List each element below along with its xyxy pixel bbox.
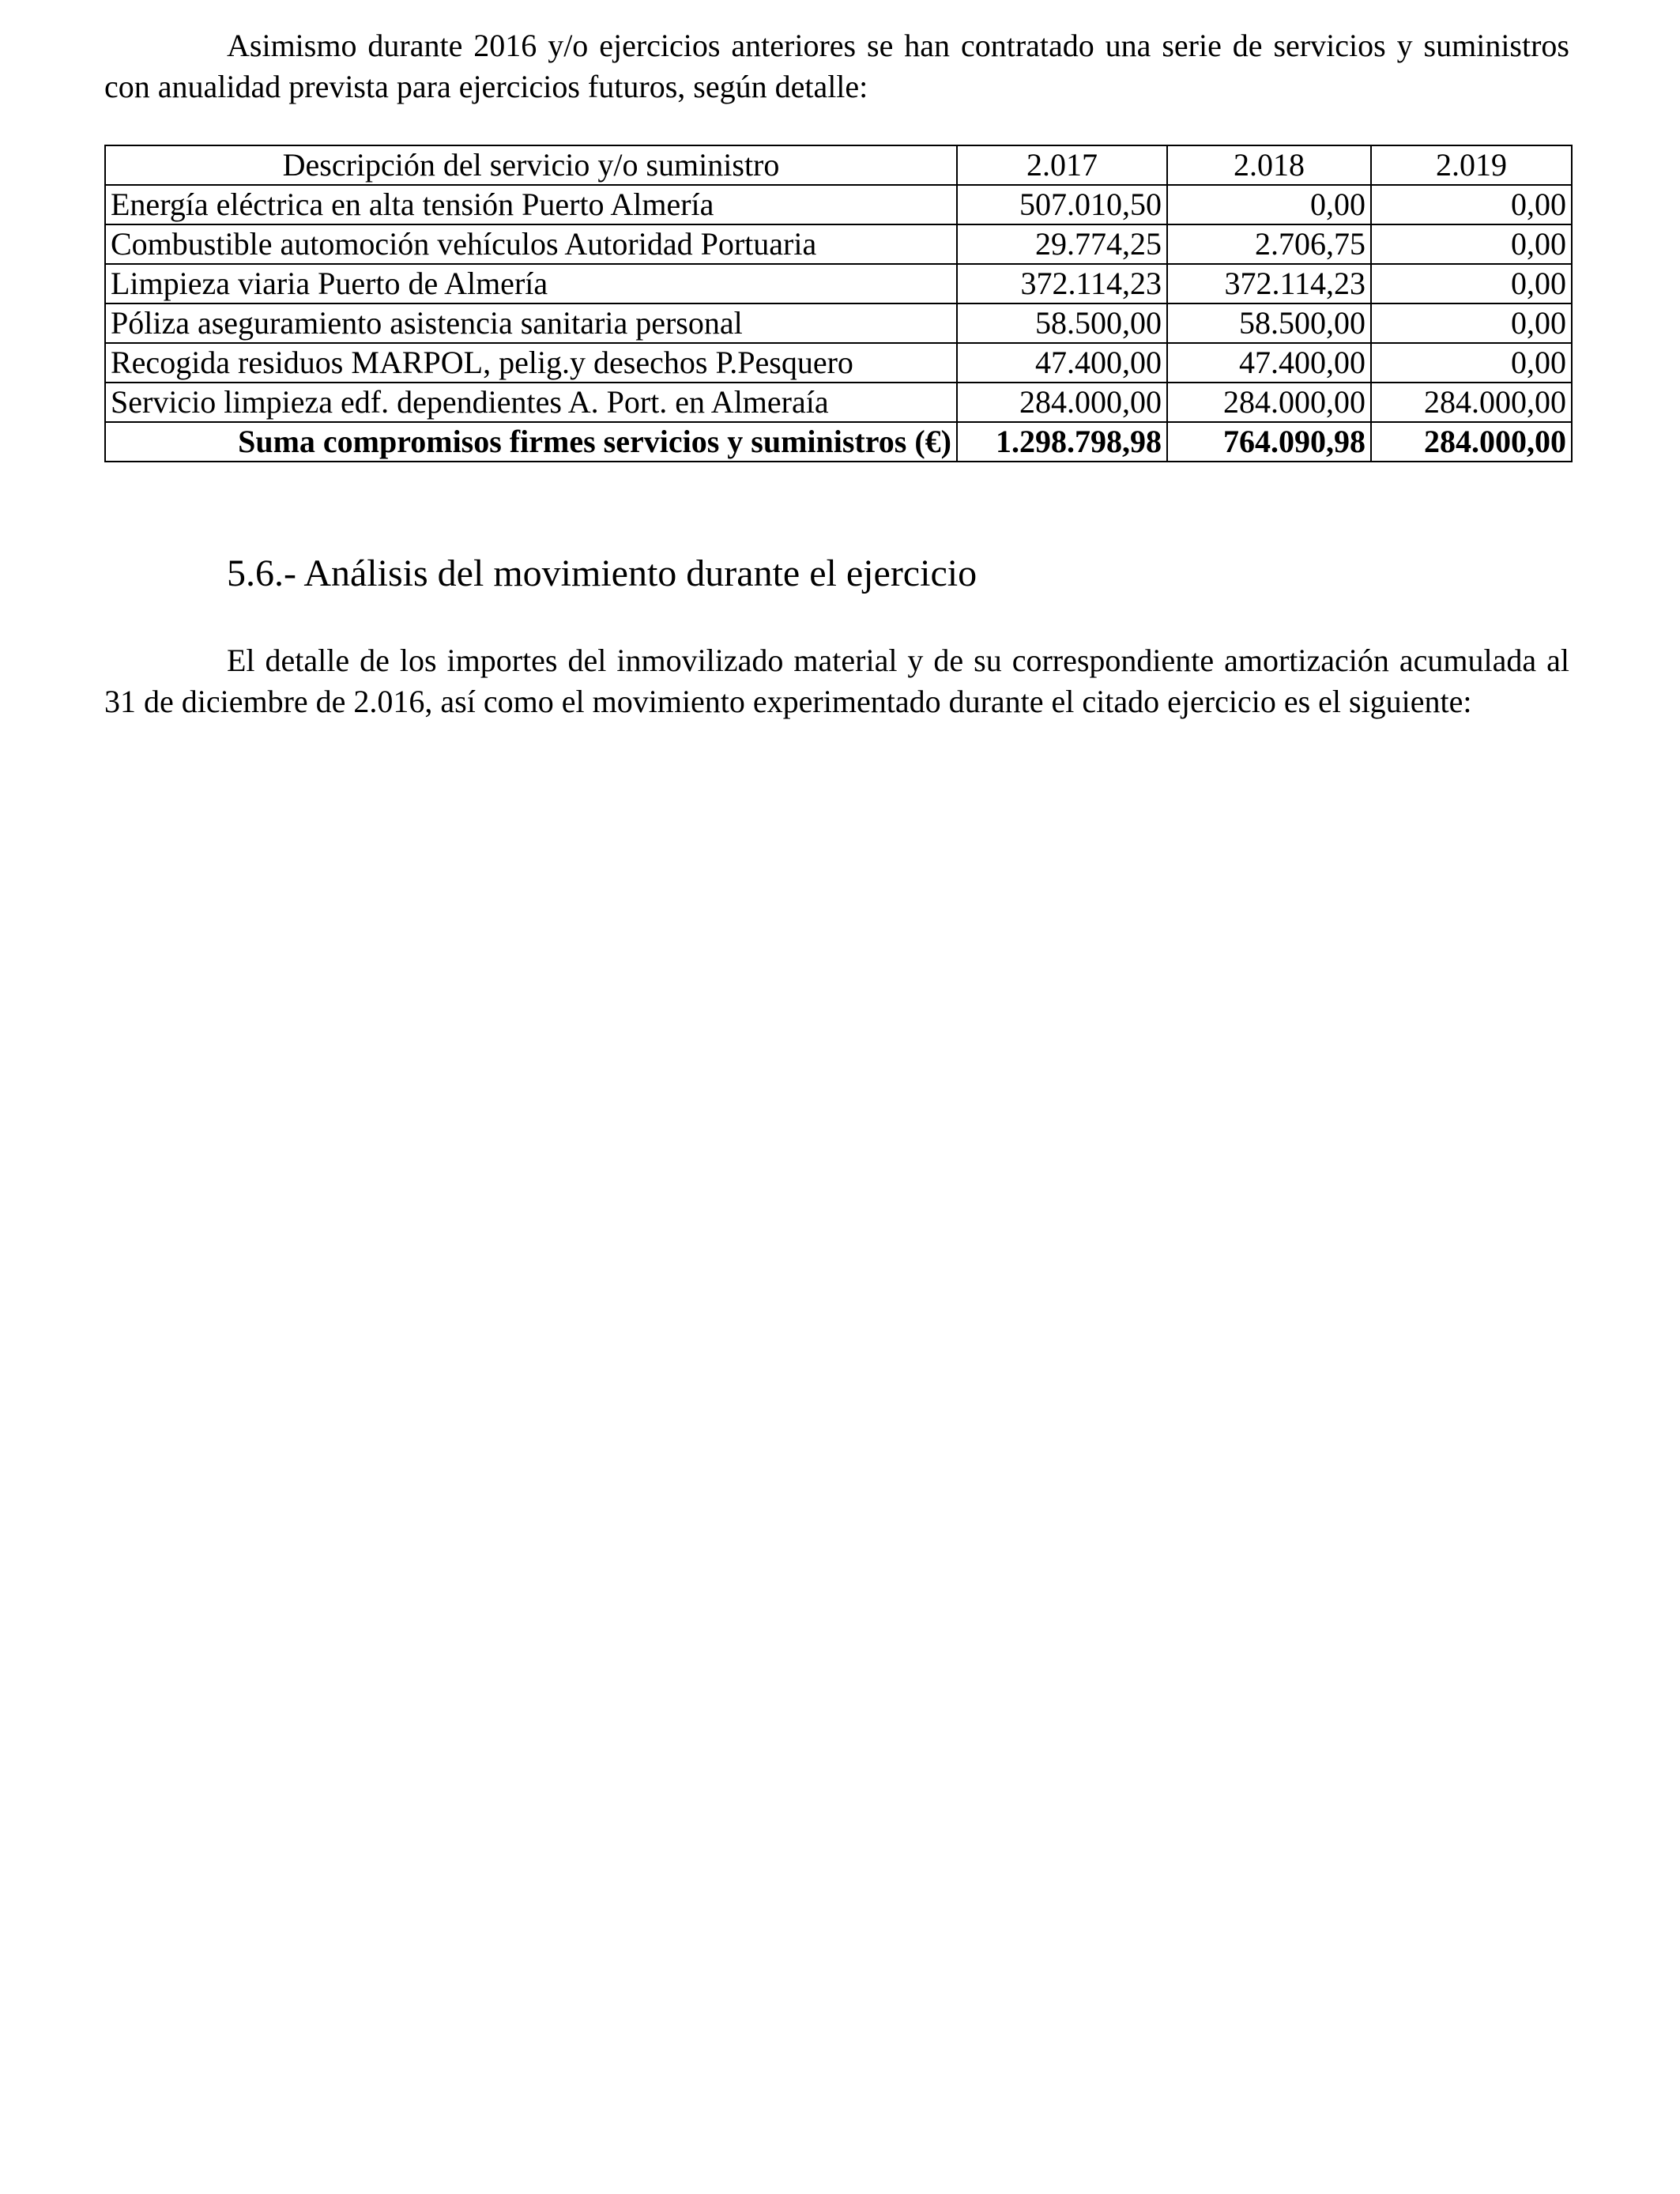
services-commitments-table [104,145,1573,462]
table-row [105,185,1572,224]
row-amount-2019: 0,00 [1371,185,1572,224]
intro-paragraph-text: Asimismo durante 2016 y/o ejercicios anteriores se han contratado una serie de servicios y suministros con anualidad prevista para ejercicios futuros, según detalle: [104,28,1569,104]
table-row [105,224,1572,264]
header-year-2017: 2.017 [957,145,1167,185]
row-amount-2017: 284.000,00 [957,383,1167,422]
section-paragraph-text: El detalle de los importes del inmovilizado material y de su correspondiente amortización acumulada al 31 de diciembre de 2.016, así como el movimiento experimentado durante el citado ejercicio es el siguiente: [104,643,1569,719]
total-amount-2017: 1.298.798,98 [957,422,1167,462]
row-amount-2017: 29.774,25 [957,224,1167,264]
row-amount-2019: 0,00 [1371,264,1572,303]
total-amount-2019: 284.000,00 [1371,422,1572,462]
table-row [105,343,1572,383]
row-description: Combustible automoción vehículos Autoridad Portuaria [105,224,957,264]
section-heading: 5.6.- Análisis del movimiento durante el ejercicio [227,552,977,594]
header-year-2019: 2.019 [1371,145,1572,185]
table-total-row [105,422,1572,462]
row-description: Póliza aseguramiento asistencia sanitaria personal [105,303,957,343]
section-paragraph [104,640,1569,722]
row-description: Recogida residuos MARPOL, pelig.y desechos P.Pesquero [105,343,957,383]
row-amount-2018: 0,00 [1167,185,1371,224]
header-description: Descripción del servicio y/o suministro [105,145,957,185]
row-amount-2017: 47.400,00 [957,343,1167,383]
table-row [105,264,1572,303]
row-amount-2018: 58.500,00 [1167,303,1371,343]
row-amount-2017: 372.114,23 [957,264,1167,303]
row-amount-2019: 284.000,00 [1371,383,1572,422]
row-amount-2017: 58.500,00 [957,303,1167,343]
row-amount-2018: 372.114,23 [1167,264,1371,303]
header-year-2018: 2.018 [1167,145,1371,185]
row-amount-2019: 0,00 [1371,224,1572,264]
table-row [105,383,1572,422]
row-description: Limpieza viaria Puerto de Almería [105,264,957,303]
table-header-row [105,145,1572,185]
intro-paragraph [104,25,1569,107]
row-description: Energía eléctrica en alta tensión Puerto Almería [105,185,957,224]
row-amount-2017: 507.010,50 [957,185,1167,224]
table-row [105,303,1572,343]
total-amount-2018: 764.090,98 [1167,422,1371,462]
row-amount-2018: 47.400,00 [1167,343,1371,383]
row-amount-2019: 0,00 [1371,343,1572,383]
row-amount-2019: 0,00 [1371,303,1572,343]
row-amount-2018: 2.706,75 [1167,224,1371,264]
row-amount-2018: 284.000,00 [1167,383,1371,422]
row-description: Servicio limpieza edf. dependientes A. Port. en Almeraía [105,383,957,422]
total-label: Suma compromisos firmes servicios y suministros (€) [105,422,957,462]
